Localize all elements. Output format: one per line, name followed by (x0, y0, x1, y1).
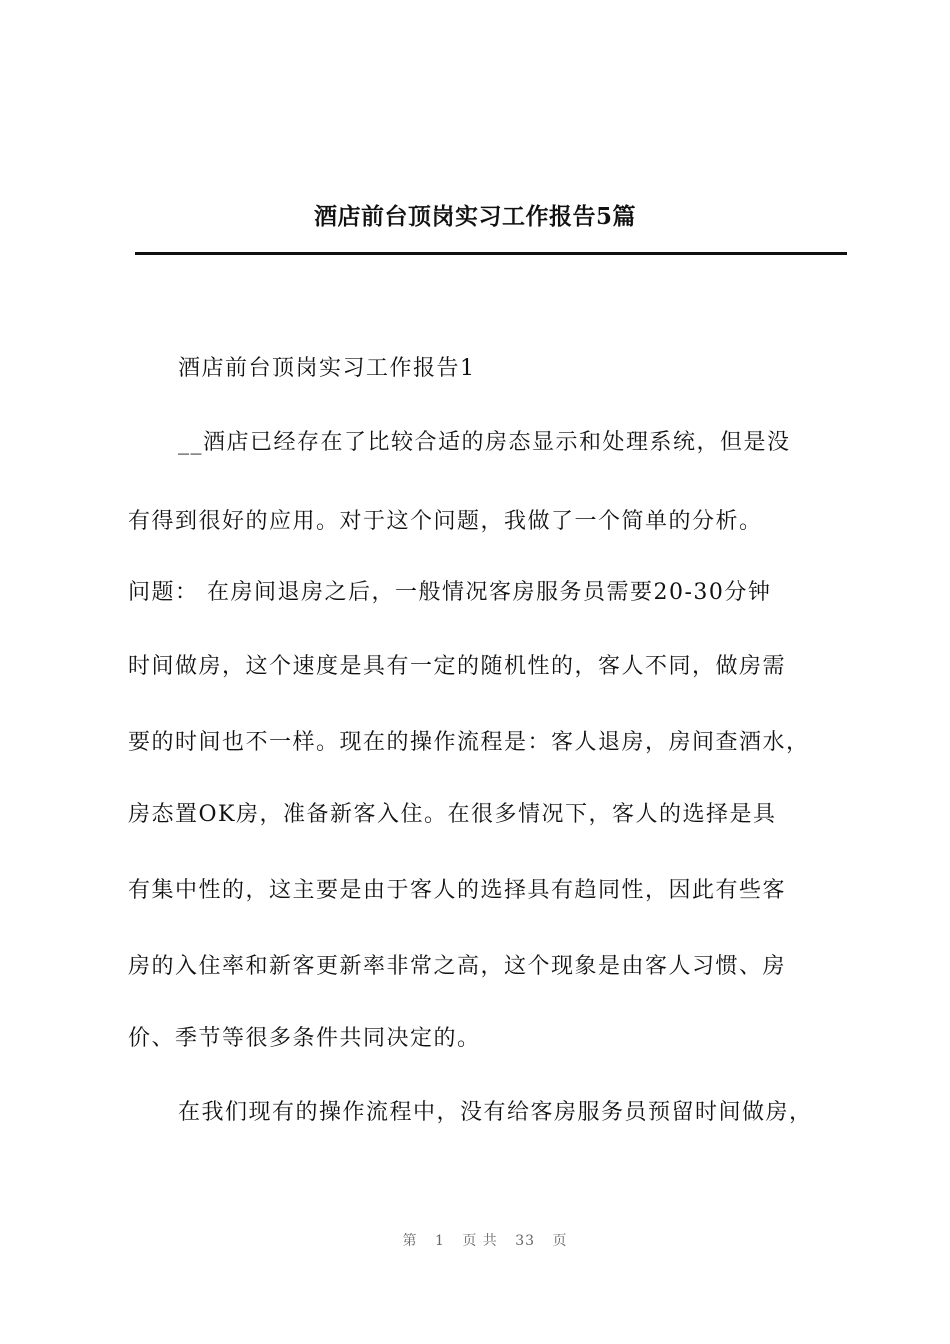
footer-page-prefix: 第 (402, 1233, 418, 1249)
paragraph-line: 在我们现有的操作流程中，没有给客房服务员预留时间做房， (178, 1100, 813, 1125)
paragraph-line: 房态置OK房，准备新客入住。在很多情况下，客人的选择是具 (128, 802, 777, 827)
section-heading: 酒店前台顶岗实习工作报告1 (178, 356, 476, 381)
paragraph-line: 有集中性的，这主要是由于客人的选择具有趋同性，因此有些客 (128, 878, 787, 903)
footer-page-suffix: 页 (552, 1233, 568, 1249)
paragraph-line: 问题： 在房间退房之后，一般情况客房服务员需要20-30分钟 (128, 580, 772, 605)
paragraph-line: 时间做房，这个速度是具有一定的随机性的，客人不同，做房需 (128, 654, 787, 679)
paragraph-line: 价、季节等很多条件共同决定的。 (128, 1026, 481, 1051)
footer-total-pages: 33 (515, 1233, 536, 1249)
footer-page-number: 1 (434, 1233, 445, 1249)
paragraph-line: __酒店已经存在了比较合适的房态显示和处理系统，但是没 (178, 430, 791, 455)
paragraph-line: 房的入住率和新客更新率非常之高，这个现象是由客人习惯、房 (128, 954, 787, 979)
document-title: 酒店前台顶岗实习工作报告5篇 (313, 203, 636, 230)
paragraph-line: 有得到很好的应用。对于这个问题，我做了一个简单的分析。 (128, 509, 763, 534)
title-underline (135, 252, 847, 255)
paragraph-line: 要的时间也不一样。现在的操作流程是：客人退房，房间查酒水， (128, 730, 810, 755)
page-footer (0, 1230, 950, 1250)
footer-page-of: 页 共 (462, 1233, 498, 1249)
